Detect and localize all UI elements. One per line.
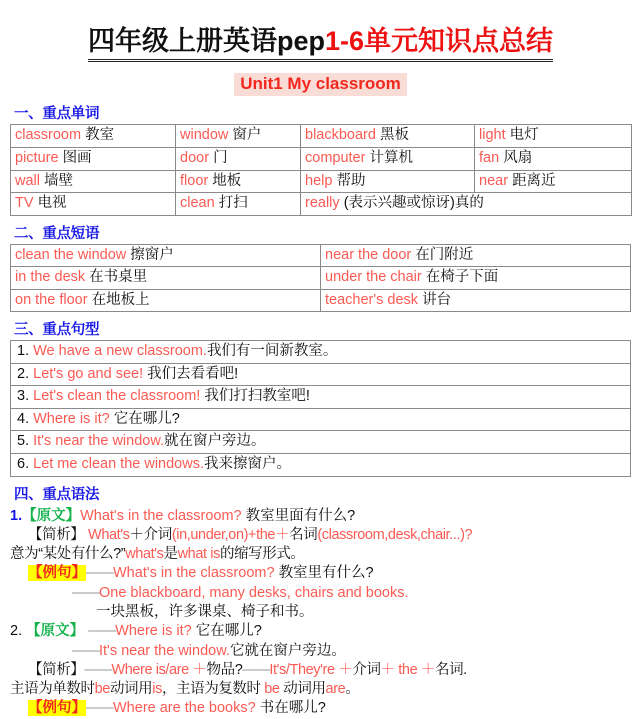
- table-row: [11, 454, 631, 477]
- word-cn: (表示兴趣或惊讶)真的: [343, 195, 484, 212]
- words-table: [10, 124, 632, 215]
- sentence-cell: [11, 386, 631, 409]
- sentence-en: It's near the window.: [33, 433, 165, 450]
- word-cell: [301, 147, 475, 170]
- sentence-cell: [11, 363, 631, 386]
- word-en: clean: [180, 195, 215, 212]
- sentence-cell: [11, 408, 631, 431]
- grammar-item2-source: [10, 622, 631, 641]
- label-example: 【例句】: [28, 565, 86, 582]
- word-en: near: [479, 172, 509, 189]
- sentences-table: [10, 340, 631, 476]
- analysis2-e: 的缩写形式。: [219, 546, 305, 563]
- table-row: [11, 408, 631, 431]
- phrases-table: [10, 244, 631, 313]
- section-heading-sentences: 三、重点句型: [14, 322, 100, 339]
- table-row: [11, 341, 631, 364]
- example-cn: 教室里有什么?: [278, 565, 374, 582]
- phrase-cell: [11, 267, 321, 290]
- word-en: blackboard: [305, 127, 376, 144]
- word-cell: [11, 125, 176, 148]
- word-cell: [301, 170, 475, 193]
- section-heading-words: 一、重点单词: [14, 106, 100, 123]
- grammar-body: [10, 507, 631, 719]
- word-en: help: [305, 172, 333, 189]
- word-cn: 距离近: [512, 172, 556, 189]
- word-cell: [11, 170, 176, 193]
- word-en: light: [479, 127, 506, 144]
- word-en: really: [305, 195, 340, 212]
- word-cn: 教室: [85, 127, 115, 144]
- grammar-item1-analysis: [10, 526, 631, 545]
- phrase-en: clean the window: [15, 246, 127, 263]
- analysis2-b: what's: [125, 546, 164, 563]
- table-row: [11, 147, 632, 170]
- section-heading-grammar: 四、重点语法: [14, 486, 100, 503]
- analysis-c: It's/They're ＋: [269, 661, 353, 678]
- word-cell: [176, 147, 301, 170]
- line2-i: 。: [345, 681, 360, 698]
- word-cn: 黑板: [379, 127, 409, 144]
- grammar-item1-example2: [10, 584, 631, 603]
- sentence-cn: 我们去看看吧!: [147, 365, 239, 382]
- phrase-cn: 在椅子下面: [425, 269, 499, 286]
- word-cell: [301, 125, 475, 148]
- dash-marker: ——: [86, 565, 113, 582]
- phrase-cell: [11, 244, 321, 267]
- page-title: [88, 26, 553, 62]
- phrase-en: in the desk: [15, 269, 86, 286]
- dash-marker: ——: [86, 700, 113, 717]
- sentence-en: Let's go and see!: [33, 365, 144, 382]
- phrase-cn: 擦窗户: [130, 246, 174, 263]
- table-row: [11, 193, 632, 216]
- analysis-f: 名词.: [434, 661, 467, 678]
- sentence-number: 1.: [17, 343, 30, 360]
- analysis2-a: 意为“某处有什么?”: [10, 546, 126, 563]
- line2-h: are: [325, 681, 346, 698]
- table-row: [11, 267, 631, 290]
- line2-a: 主语为单数时: [10, 681, 95, 698]
- sentence-number: 4.: [17, 410, 30, 427]
- analysis2-c: 是: [163, 546, 178, 563]
- grammar-item1-example2-cn: [10, 603, 631, 622]
- unit-title-container: [10, 73, 631, 96]
- word-cn: 地板: [212, 172, 242, 189]
- title-container: [10, 0, 631, 62]
- sentence-cn: 就在窗户旁边。: [164, 433, 266, 450]
- sentence-number: 3.: [17, 388, 30, 405]
- sentence-number: 5.: [17, 433, 30, 450]
- word-en: picture: [15, 149, 59, 166]
- label-example: 【例句】: [28, 700, 86, 717]
- sentence-en: Let's clean the classroom!: [33, 388, 201, 405]
- word-cell-wide: [301, 193, 632, 216]
- line2-d: is: [152, 681, 162, 698]
- analysis-e: ＋ the ＋: [380, 661, 435, 678]
- phrase-en: near the door: [325, 246, 412, 263]
- title-text-red: 1-6单元知识点总结: [324, 26, 554, 56]
- word-cell: [176, 193, 301, 216]
- analysis-c: (in,under,on)+the＋: [171, 526, 290, 543]
- source-cn: 它在哪儿?: [195, 623, 262, 640]
- word-cn: 电视: [37, 195, 67, 212]
- phrase-cn: 在地板上: [91, 291, 150, 308]
- sentence-en: We have a new classroom.: [33, 343, 207, 360]
- source-en: What's in the classroom?: [80, 507, 242, 524]
- table-row: [11, 125, 632, 148]
- word-en: computer: [305, 149, 366, 166]
- word-cell: [176, 125, 301, 148]
- grammar-item-number: 1.: [10, 507, 23, 524]
- phrase-cell: [11, 289, 321, 312]
- answer-cn: 它就在窗户旁边。: [229, 642, 346, 659]
- analysis-e: (classroom,desk,chair...)?: [317, 526, 473, 543]
- table-row: [11, 386, 631, 409]
- source-en: Where is it?: [115, 623, 192, 640]
- phrase-cn: 讲台: [422, 291, 452, 308]
- analysis-b: 物品?: [206, 661, 243, 678]
- line2-b: be: [94, 681, 110, 698]
- sentence-en: Where is it?: [33, 410, 110, 427]
- phrase-en: on the floor: [15, 291, 88, 308]
- word-en: classroom: [15, 127, 82, 144]
- word-cell: [11, 147, 176, 170]
- sentence-cn: 我来擦窗户。: [204, 456, 291, 472]
- dash-marker: ——: [88, 623, 116, 640]
- phrase-en: under the chair: [325, 269, 422, 286]
- word-cell: [475, 170, 632, 193]
- grammar-item-number: 2.: [10, 623, 23, 640]
- example-en: One blackboard, many desks, chairs and books.: [99, 584, 409, 601]
- analysis-a: What's: [88, 526, 130, 543]
- label-analysis: 【简析】: [28, 526, 85, 543]
- analysis-d: 介词: [352, 661, 381, 678]
- line2-c: 动词用: [109, 681, 153, 698]
- label-source: 【原文】: [22, 507, 81, 524]
- grammar-item2-line2: [10, 680, 631, 699]
- grammar-item1-source: [10, 507, 631, 526]
- line2-g: 动词用: [279, 681, 326, 698]
- label-analysis: 【简析】: [28, 661, 85, 678]
- sentence-cell: [11, 454, 631, 477]
- word-cn: 窗户: [232, 127, 262, 144]
- analysis-d: 名词: [289, 526, 318, 543]
- word-en: door: [180, 149, 210, 166]
- word-cell: [475, 147, 632, 170]
- sentence-cn: 它在哪儿?: [113, 410, 180, 427]
- table-row: [11, 170, 632, 193]
- dash-marker: ——: [242, 661, 270, 678]
- grammar-item2-example1: [10, 699, 631, 718]
- word-cell: [475, 125, 632, 148]
- word-en: TV: [15, 195, 34, 212]
- analysis2-d: what is: [177, 546, 220, 563]
- word-cn: 帮助: [336, 172, 366, 189]
- dash-marker: ——: [84, 661, 112, 678]
- word-cell: [11, 193, 176, 216]
- grammar-item1-example1: [10, 564, 631, 583]
- grammar-item2-analysis: [10, 661, 631, 680]
- sentence-number: 6.: [17, 456, 30, 472]
- word-cn: 图画: [62, 149, 92, 166]
- word-cell: [176, 170, 301, 193]
- title-text-black: 四年级上册英语pep: [87, 26, 325, 56]
- word-cn: 打扫: [218, 195, 248, 212]
- word-cn: 门: [213, 149, 228, 166]
- grammar-item2-answer: [10, 642, 631, 661]
- table-row: [11, 431, 631, 454]
- sentence-number: 2.: [17, 365, 30, 382]
- line2-f: be: [264, 681, 280, 698]
- example-cn: 书在哪儿?: [259, 700, 326, 717]
- analysis-b: ＋介词: [129, 526, 172, 543]
- word-en: fan: [479, 149, 500, 166]
- table-row: [11, 289, 631, 312]
- phrase-cn: 在书桌里: [89, 269, 148, 286]
- word-cn: 计算机: [369, 149, 413, 166]
- sentence-en: Let me clean the windows.: [33, 456, 204, 472]
- word-en: floor: [180, 172, 209, 189]
- dash-marker: ——: [72, 642, 99, 659]
- word-en: window: [180, 127, 229, 144]
- dash-marker: ——: [72, 584, 99, 601]
- word-cn: 墙壁: [44, 172, 74, 189]
- label-source: 【原文】: [26, 623, 85, 640]
- example-en: What's in the classroom?: [113, 565, 275, 582]
- analysis-a: Where is/are ＋: [111, 661, 207, 678]
- example-cn: 一块黑板，许多课桌、椅子和书。: [96, 603, 314, 620]
- example-en: Where are the books?: [113, 700, 256, 717]
- phrase-cell: [321, 244, 631, 267]
- sentence-cell: [11, 341, 631, 364]
- answer-en: It's near the window.: [99, 642, 230, 659]
- source-cn: 教室里面有什么?: [245, 507, 356, 524]
- phrase-cn: 在门附近: [415, 246, 474, 263]
- line2-e: ，主语为复数时: [161, 681, 265, 698]
- word-en: wall: [15, 172, 40, 189]
- sentence-cn: 我们有一间新教室。: [206, 343, 338, 360]
- sentence-cell: [11, 431, 631, 454]
- phrase-cell: [321, 267, 631, 290]
- grammar-item1-analysis-line2: [10, 545, 631, 564]
- phrase-en: teacher's desk: [325, 291, 419, 308]
- word-cn: 电灯: [509, 127, 539, 144]
- table-row: [11, 244, 631, 267]
- phrase-cell: [321, 289, 631, 312]
- sentence-cn: 我们打扫教室吧!: [204, 388, 310, 405]
- section-heading-phrases: 二、重点短语: [14, 225, 100, 242]
- word-cn: 风扇: [503, 149, 533, 166]
- unit-title: Unit1 My classroom: [234, 73, 407, 96]
- table-row: [11, 363, 631, 386]
